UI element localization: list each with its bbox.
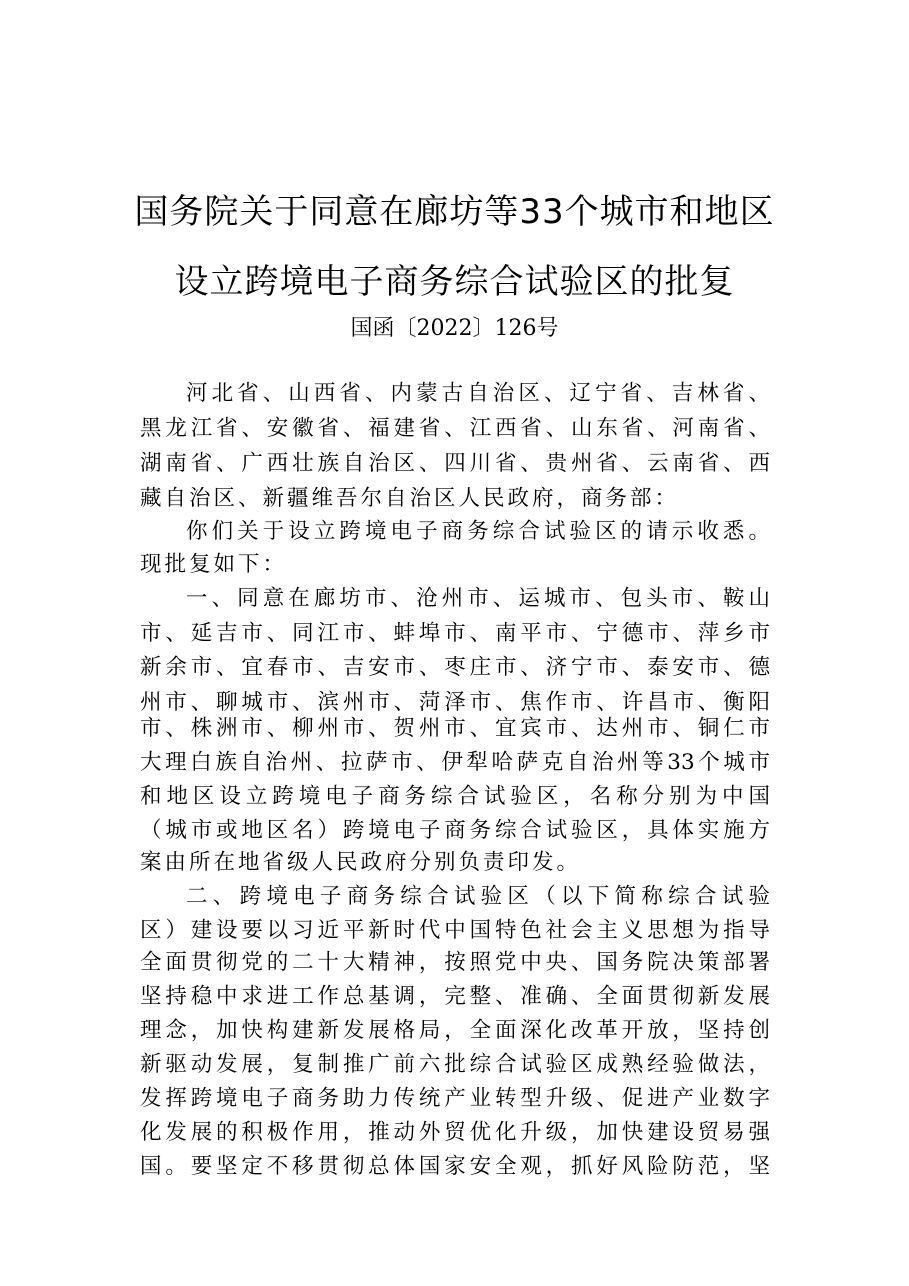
body-line: 新驱动发展，复制推广前六批综合试验区成熟经验做法， bbox=[140, 1052, 770, 1077]
body-line: （城市或地区名）跨境电子商务综合试验区，具体实施方 bbox=[140, 818, 770, 843]
body-line: 市、株洲市、柳州市、贺州市、宜宾市、达州市、铜仁市 bbox=[140, 716, 770, 741]
document-number: 国函〔2022〕126号 bbox=[350, 316, 559, 341]
document-title-line-1: 国务院关于同意在廊坊等33个城市和地区 bbox=[134, 192, 775, 232]
body-line: 二、跨境电子商务综合试验区（以下简称综合试验 bbox=[186, 884, 770, 909]
body-line: 黑龙江省、安徽省、福建省、江西省、山东省、河南省、 bbox=[140, 416, 770, 441]
body-line: 市、延吉市、同江市、蚌埠市、南平市、宁德市、萍乡市 bbox=[140, 621, 770, 646]
body-line: 州市、聊城市、滨州市、菏泽市、焦作市、许昌市、衡阳 bbox=[140, 690, 770, 715]
body-line: 理念，加快构建新发展格局，全面深化改革开放，坚持创 bbox=[140, 1018, 770, 1043]
body-line: 大理白族自治州、拉萨市、伊犁哈萨克自治州等33个城市 bbox=[140, 750, 770, 775]
body-line: 发挥跨境电子商务助力传统产业转型升级、促进产业数字 bbox=[140, 1086, 770, 1111]
body-line: 现批复如下： bbox=[140, 552, 288, 577]
body-line: 全面贯彻党的二十大精神，按照党中央、国务院决策部署 bbox=[140, 950, 770, 975]
body-line: 区）建设要以习近平新时代中国特色社会主义思想为指导 bbox=[140, 918, 770, 943]
body-line: 国。要坚定不移贯彻总体国家安全观，抓好风险防范，坚 bbox=[140, 1154, 770, 1179]
body-line: 和地区设立跨境电子商务综合试验区，名称分别为中国 bbox=[140, 784, 770, 809]
body-line: 藏自治区、新疆维吾尔自治区人民政府，商务部： bbox=[140, 486, 680, 511]
body-line: 你们关于设立跨境电子商务综合试验区的请示收悉。 bbox=[186, 519, 770, 544]
body-line: 化发展的积极作用，推动外贸优化升级，加快建设贸易强 bbox=[140, 1120, 770, 1145]
document-title-line-2: 设立跨境电子商务综合试验区的批复 bbox=[174, 262, 735, 302]
body-line: 新余市、宜春市、吉安市、枣庄市、济宁市、泰安市、德 bbox=[140, 655, 770, 680]
body-line: 案由所在地省级人民政府分别负责印发。 bbox=[140, 850, 582, 875]
body-line: 河北省、山西省、内蒙古自治区、辽宁省、吉林省、 bbox=[186, 381, 770, 406]
body-line: 一、同意在廊坊市、沧州市、运城市、包头市、鞍山 bbox=[186, 586, 770, 611]
body-line: 坚持稳中求进工作总基调，完整、准确、全面贯彻新发展 bbox=[140, 984, 770, 1009]
body-line: 湖南省、广西壮族自治区、四川省、贵州省、云南省、西 bbox=[140, 451, 770, 476]
